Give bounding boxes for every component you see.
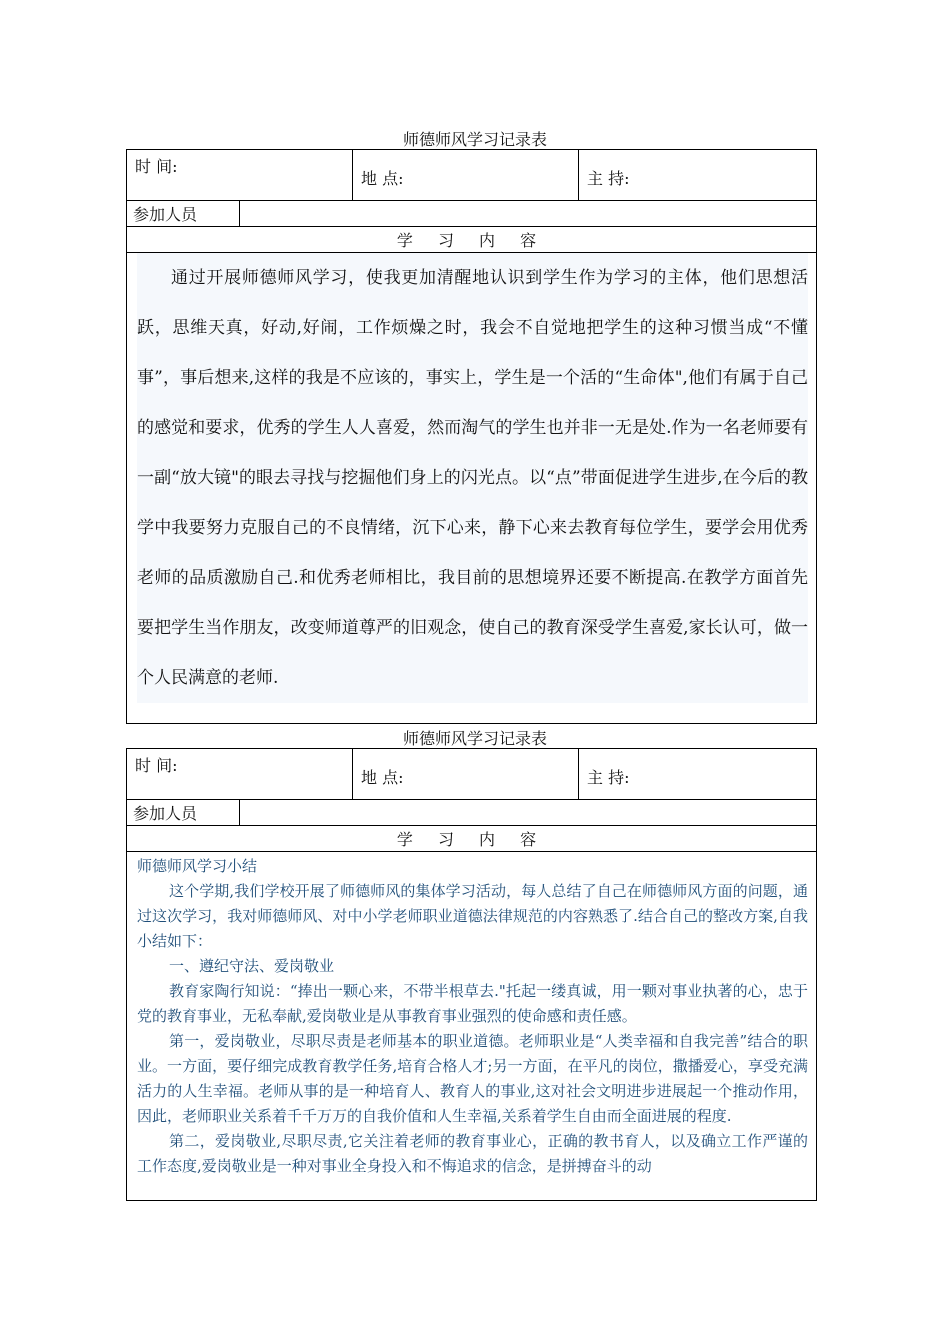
record-1-table bbox=[126, 149, 817, 724]
content-paragraph: 第一，爱岗敬业，尽职尽责是老师基本的职业道德。老师职业是“人类幸福和自我完善”结合的职业。一方面，要仔细完成教育教学任务,培育合格人才;另一方面，在平凡的岗位，撒播爱心，享受充满活力的人生幸福。老师从事的是一种培育人、教育人的事业,这对社会文明进步进展起一个推动作用，因此，老师职业关系着千千万万的自我价值和人生幸福,关系着学生自由而全面进展的程度. bbox=[137, 1032, 809, 1125]
record-1-title: 师德师风学习记录表 bbox=[402, 130, 547, 149]
content-paragraph: 第二，爱岗敬业,尽职尽责,它关注着老师的教育事业心，正确的教书育人，以及确立工作严谨的工作态度,爱岗敬业是一种对事业全身投入和不悔追求的信念，是拼搏奋斗的动 bbox=[137, 1132, 809, 1175]
content-paragraph: 这个学期,我们学校开展了师德师风的集体学习活动，每人总结了自己在师德师风方面的问题，通过这次学习，我对师德师风、对中小学老师职业道德法律规范的内容熟悉了.结合自己的整改方案,自我小结如下： bbox=[137, 882, 809, 950]
host-label: 主 持: bbox=[587, 768, 630, 787]
time-label: 时 间: bbox=[135, 157, 178, 176]
place-cell bbox=[353, 150, 579, 201]
content-body bbox=[127, 852, 816, 1183]
participants-label-cell bbox=[127, 800, 240, 826]
content-body bbox=[127, 253, 816, 703]
host-cell bbox=[579, 150, 817, 201]
place-label: 地 点: bbox=[361, 169, 404, 188]
place-label: 地 点: bbox=[361, 768, 404, 787]
host-label: 主 持: bbox=[587, 169, 630, 188]
participants-value-cell bbox=[240, 201, 817, 227]
record-2-table bbox=[126, 748, 817, 1201]
content-paragraph: 通过开展师德师风学习，使我更加清醒地认识到学生作为学习的主体，他们思想活跃，思维天真，好动,好闹，工作烦燥之时，我会不自觉地把学生的这种习惯当成“不懂事”，事后想来,这样的我是不应该的，事实上，学生是一个活的“生命体",他们有属于自己的感觉和要求，优秀的学生人人喜爱，然而淘气的学生也并非一无是处.作为一名老师要有一副“放大镜"的眼去寻找与挖掘他们身上的闪光点。以“点”带面促进学生进步,在今后的教学中我要努力克服自己的不良情绪，沉下心来，静下心来去教育每位学生，要学会用优秀老师的品质激励自己.和优秀老师相比，我目前的思想境界还要不断提高.在教学方面首先要把学生当作朋友，改变师道尊严的旧观念，使自己的教育深受学生喜爱,家长认可，做一个人民满意的老师. bbox=[137, 253, 808, 703]
content-paragraph: 教育家陶行知说：“捧出一颗心来，不带半根草去."托起一缕真诚，用一颗对事业执著的心，忠于党的教育事业，无私奉献,爱岗敬业是从事教育事业强烈的使命感和责任感。 bbox=[137, 982, 809, 1025]
content-body-cell bbox=[127, 852, 817, 1201]
summary-heading: 师德师风学习小结 bbox=[137, 857, 258, 875]
content-body-cell bbox=[127, 253, 817, 724]
host-cell bbox=[579, 749, 817, 800]
record-2-title: 师德师风学习记录表 bbox=[402, 729, 547, 748]
time-label: 时 间: bbox=[135, 756, 178, 775]
section-heading: 一、遵纪守法、爱岗敬业 bbox=[169, 957, 335, 975]
content-header: 学 习 内 容 bbox=[396, 231, 547, 250]
participants-label: 参加人员 bbox=[133, 205, 198, 224]
content-header: 学 习 内 容 bbox=[396, 830, 547, 849]
time-cell bbox=[127, 749, 353, 800]
content-header-cell bbox=[127, 227, 817, 253]
time-cell bbox=[127, 150, 353, 201]
place-cell bbox=[353, 749, 579, 800]
participants-label: 参加人员 bbox=[133, 804, 198, 823]
participants-value-cell bbox=[240, 800, 817, 826]
participants-label-cell bbox=[127, 201, 240, 227]
content-header-cell bbox=[127, 826, 817, 852]
